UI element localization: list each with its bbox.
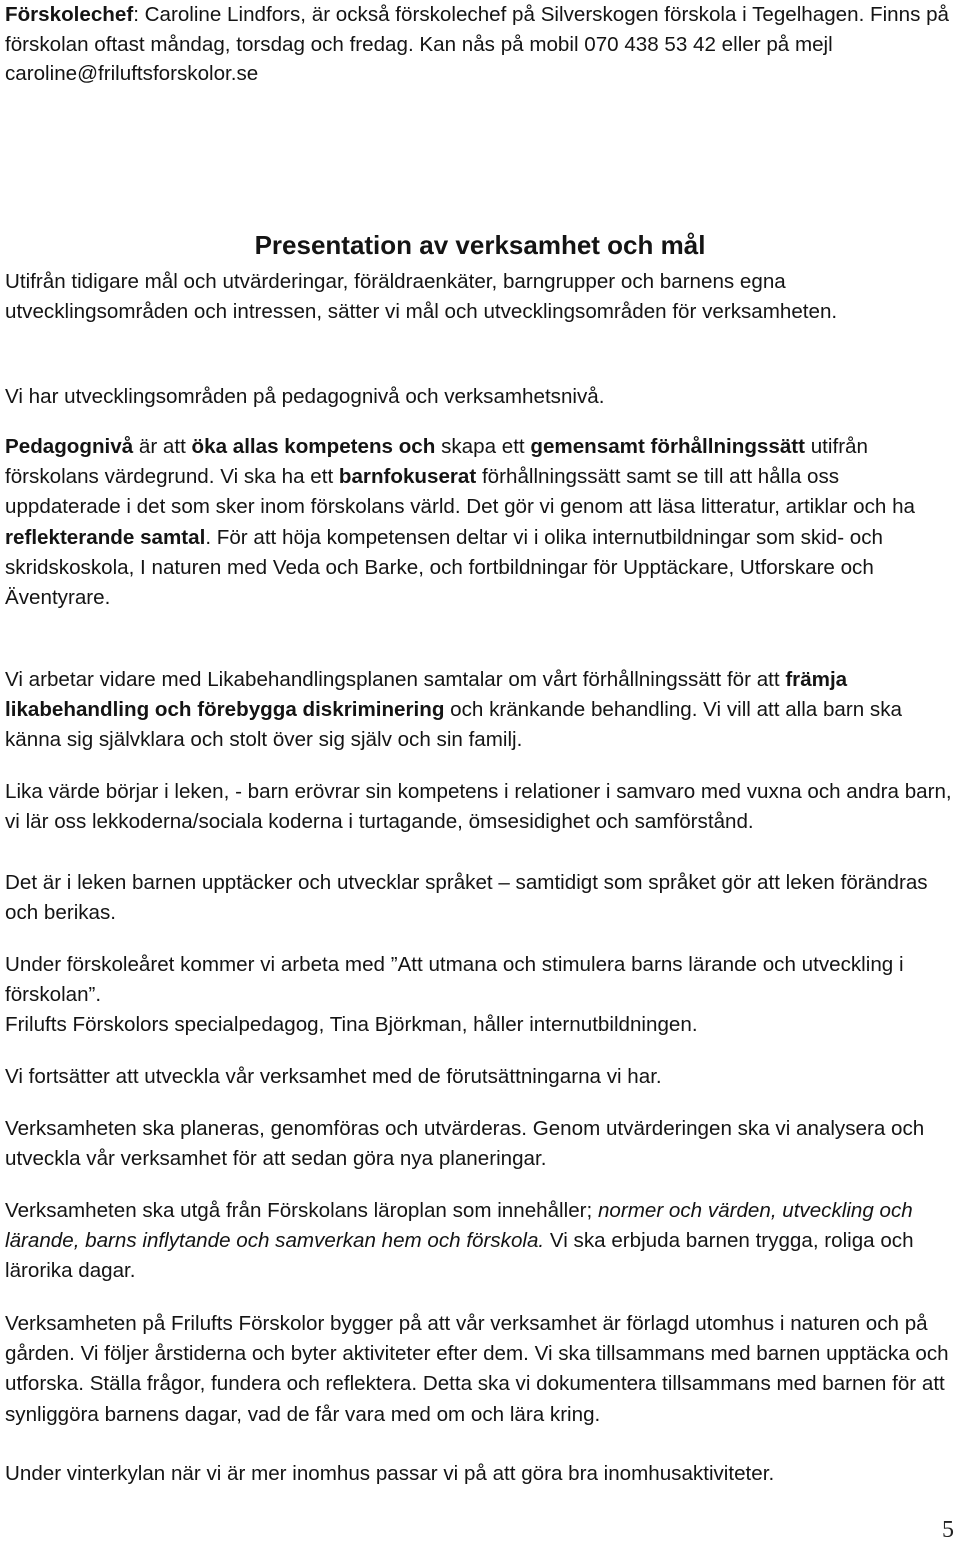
- paragraph-outdoor: Verksamheten på Frilufts Förskolor bygger på att vår verksamhet är förlagd utomhus i naturen och på gården. Vi följer årstiderna och byter aktiviteter efter dem. Vi ska tillsammans med barnen upptäcka och utforska. Ställa frågor, fundera och reflektera. Detta ska vi dokumentera tillsammans med barnen för att synliggöra barnens dagar, vad de får vara med om och lära kring.: [5, 1312, 949, 1426]
- paragraph-project: Under förskoleåret kommer vi arbeta med ”Att utmana och stimulera barns lärande och utveckling i förskolan”.: [5, 953, 904, 1007]
- paragraph-special-educator: Frilufts Förskolors specialpedagog, Tina Björkman, håller internutbildningen.: [5, 1013, 698, 1036]
- text: Vi ska erbjuda barnen trygga, roliga och lärorika dagar.: [5, 1229, 914, 1283]
- text: Verksamheten ska utgå från Förskolans läroplan som innehåller;: [5, 1199, 598, 1222]
- text: är att: [133, 435, 192, 458]
- italic-text: normer och värden, utveckling och lärande, barns inflytande och samverkan hem och förskola.: [5, 1199, 913, 1253]
- bold-text: främja likabehandling och förebygga diskriminering: [5, 668, 848, 722]
- text: . För att höja kompetensen deltar vi i olika internutbildningar som skid- och skridskoskola, I naturen med Veda och Barke, och fortbildningar för Upptäckare, Utforskare och Äventyrare.: [5, 525, 883, 610]
- paragraph-play: Lika värde börjar i leken, - barn erövrar sin kompetens i relationer i samvaro med vuxna och andra barn, vi lär oss lekkoderna/sociala koderna i turtagande, ömsesidighet och samförstånd.: [5, 780, 952, 834]
- text: Vi arbetar vidare med Likabehandlingsplanen samtalar om vårt förhållningssätt för att: [5, 668, 786, 691]
- text: skapa ett: [435, 435, 531, 458]
- paragraph-planning: Verksamheten ska planeras, genomföras och utvärderas. Genom utvärderingen ska vi analysera och utveckla vår verksamhet för att sedan göra nya planeringar.: [5, 1117, 925, 1171]
- contact-paragraph: [5, 0, 955, 89]
- paragraph-continue: Vi fortsätter att utveckla vår verksamhet med de förutsättningarna vi har.: [5, 1065, 662, 1088]
- paragraph-goals: Utifrån tidigare mål och utvärderingar, föräldraenkäter, barngrupper och barnens egna utvecklingsområden och intressen, sätter vi mål och utvecklingsområden för verksamheten.: [5, 270, 838, 324]
- paragraph-curriculum: [5, 1196, 955, 1287]
- text: och kränkande behandling. Vi vill att alla barn ska känna sig självklara och stolt över sig själv och sin familj.: [5, 698, 902, 752]
- paragraph-language: Det är i leken barnen upptäcker och utvecklar språket – samtidigt som språket gör att leken förändras och berikas.: [5, 871, 928, 925]
- bold-text: barnfokuserat: [338, 465, 477, 489]
- contact-text: : Caroline Lindfors, är också förskolechef på Silverskogen förskola i Tegelhagen. Finns på förskolan oftast måndag, torsdag och fredag. Kan nås på mobil 070 438 53 42 eller på mejl caroline@friluftsforskolor.se: [5, 3, 949, 85]
- text: utifrån förskolans värdegrund. Vi ska ha ett: [5, 435, 868, 489]
- paragraph-equal-treatment: [5, 665, 955, 756]
- page-number: 5: [942, 1517, 954, 1543]
- paragraph-pedagogue-level: [5, 432, 955, 613]
- bold-text: öka allas kompetens och: [191, 435, 436, 458]
- bold-text: reflekterande samtal: [5, 525, 206, 549]
- paragraph-winter: Under vinterkylan när vi är mer inomhus passar vi på att göra bra inomhusaktiviteter.: [5, 1462, 775, 1485]
- text: förhållningssätt samt se till att hålla oss uppdaterade i det som sker inom förskolans värld. Det gör vi genom att läsa litteratur, artiklar och ha: [5, 465, 915, 519]
- section-title: Presentation av verksamhet och mål: [254, 230, 706, 261]
- bold-text: gemensamt förhållningssätt: [530, 435, 805, 458]
- role-label: Förskolechef: [5, 3, 134, 26]
- paragraph-levels: Vi har utvecklingsområden på pedagognivå och verksamhetsnivå.: [5, 385, 605, 408]
- bold-text: Pedagognivå: [5, 435, 134, 458]
